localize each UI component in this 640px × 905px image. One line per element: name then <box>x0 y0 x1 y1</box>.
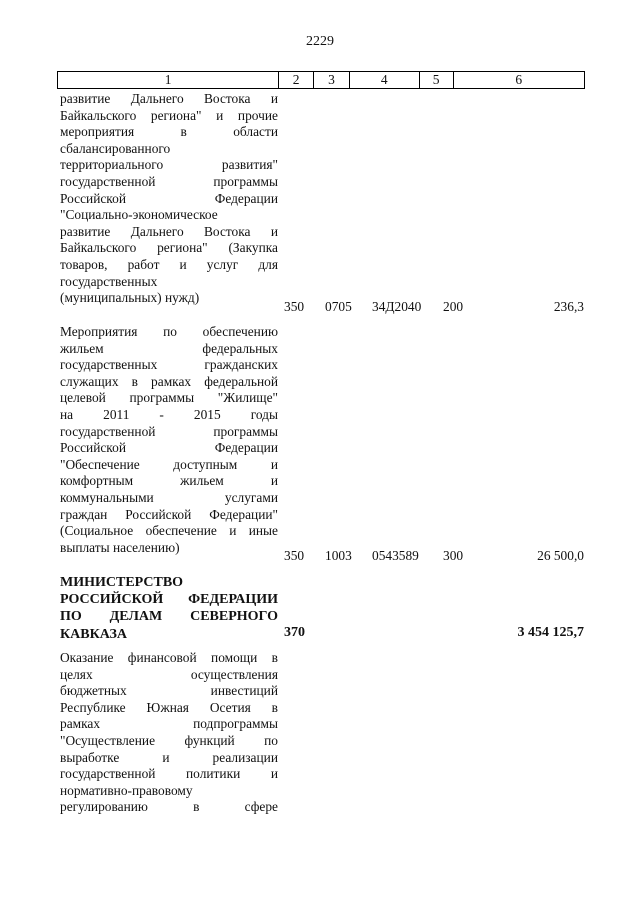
row-description <box>60 650 278 816</box>
description-line: ПО ДЕЛАМ СЕВЕРНОГО <box>60 609 278 625</box>
description-line: мероприятия в области <box>60 124 278 140</box>
description-line: нормативно-правовому <box>60 782 193 798</box>
description-line: государственной политики и <box>60 766 278 782</box>
column-header-row <box>57 71 585 89</box>
column-header-3: 3 <box>314 72 350 88</box>
column-header-2: 2 <box>279 72 314 88</box>
description-line: "Социально-экономическое <box>60 207 218 223</box>
description-line: государственной программы <box>60 173 278 189</box>
column-header-6: 6 <box>515 72 523 87</box>
page-number: 2229 <box>306 34 334 49</box>
description-line: (Социальное обеспечение и иные <box>60 523 278 539</box>
description-line: на 2011 - 2015 годы <box>60 406 278 422</box>
section-code: 1003 <box>325 548 352 563</box>
description-line: выплаты населению) <box>60 539 180 555</box>
description-line: сбалансированного <box>60 140 171 156</box>
column-header-4: 4 <box>350 72 420 88</box>
description-line: МИНИСТЕРСТВО <box>60 575 184 590</box>
description-line: комфортным жильем и <box>60 473 278 489</box>
description-line: Оказание финансовой помощи в <box>60 650 278 665</box>
description-line: "Обеспечение доступным и <box>60 456 278 472</box>
description-line: Байкальского региона" (Закупка <box>60 240 278 256</box>
target-code: 0543589 <box>372 548 419 563</box>
amount: 3 454 125,7 <box>517 625 584 640</box>
column-header-5: 5 <box>420 72 454 88</box>
description-line: граждан Российской Федерации" <box>60 506 278 522</box>
amount: 26 500,0 <box>537 548 584 563</box>
description-line: Республике Южная Осетия в <box>60 699 278 715</box>
ministry-code: 370 <box>284 625 305 640</box>
description-line: "Осуществление функций по <box>60 732 278 748</box>
description-line: (муниципальных) нужд) <box>60 290 200 306</box>
description-line: выработке и реализации <box>60 749 278 765</box>
description-line: развитие Дальнего Востока и <box>60 91 278 106</box>
description-line: регулированию в сфере <box>60 799 278 815</box>
expense-code: 300 <box>443 548 464 563</box>
description-line: государственных <box>60 273 158 289</box>
description-line: Мероприятия по обеспечению <box>60 324 278 339</box>
description-line: бюджетных инвестиций <box>60 683 278 699</box>
description-line: рамках подпрограммы <box>60 716 278 732</box>
description-line: РОССИЙСКОЙ ФЕДЕРАЦИИ <box>60 592 278 608</box>
description-line: целях осуществления <box>60 666 278 682</box>
expense-code: 200 <box>443 299 464 314</box>
row-description <box>60 574 278 643</box>
description-line: Российской Федерации <box>60 190 278 206</box>
description-line: государственных гражданских <box>60 357 278 373</box>
description-line: жильем федеральных <box>60 340 278 356</box>
description-line: коммунальными услугами <box>60 489 278 505</box>
description-line: Байкальского региона" и прочие <box>60 107 278 123</box>
description-line: целевой программы "Жилище" <box>60 390 278 406</box>
description-line: государственной программы <box>60 423 278 439</box>
description-line: КАВКАЗА <box>60 626 128 642</box>
description-line: служащих в рамках федеральной <box>60 373 278 389</box>
ministry-code: 350 <box>284 299 305 314</box>
amount: 236,3 <box>553 299 584 314</box>
row-description <box>60 324 278 556</box>
description-line: развитие Дальнего Востока и <box>60 223 278 239</box>
row-description <box>60 91 278 307</box>
column-header-1: 1 <box>58 72 279 88</box>
target-code: 34Д2040 <box>372 299 422 314</box>
ministry-code: 350 <box>284 548 305 563</box>
description-line: Российской Федерации <box>60 440 278 456</box>
section-code: 0705 <box>325 299 352 314</box>
description-line: территориального развития" <box>60 157 278 173</box>
description-line: товаров, работ и услуг для <box>60 256 278 272</box>
